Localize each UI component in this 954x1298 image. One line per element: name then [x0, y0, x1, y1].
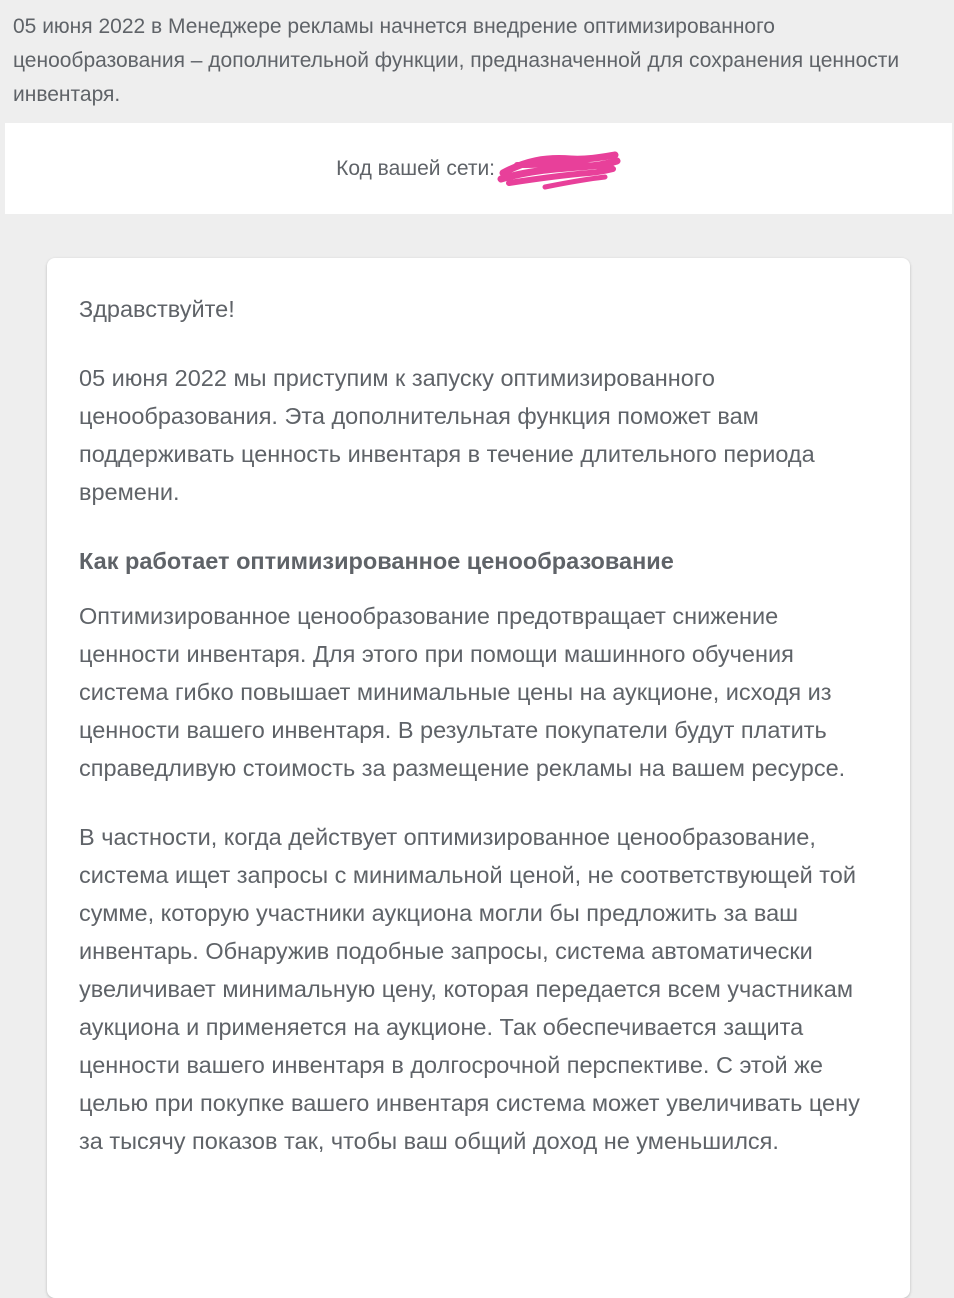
network-code-value-redacted — [501, 159, 621, 179]
body-paragraph-2: В частности, когда действует оптимизированное ценообразование, система ищет запросы с минимальной ценой, не соответствующей той сумме, которую участники аукциона могли бы предложить за ваш инвентарь. Обнаружив подобные запросы, система автоматически увеличивает минимальную цену, которая передается всем участникам аукциона и применяется на аукционе. Так обеспечивается защита ценности вашего инвентаря в долгосрочной перспективе. С этой же целью при покупке вашего инвентаря система может увеличивать цену за тысячу показов так, чтобы ваш общий доход не уменьшился. — [79, 824, 860, 1154]
network-code-line — [5, 154, 952, 184]
intro-paragraph: 05 июня 2022 мы приступим к запуску оптимизированного ценообразования. Эта дополнительная функция поможет вам поддерживать ценность инвентаря в течение длительного периода времени. — [79, 365, 815, 505]
section-heading: Как работает оптимизированное ценообразование — [79, 548, 674, 574]
message-content — [79, 290, 884, 1229]
network-code-label: Код вашей сети: — [336, 157, 496, 180]
redaction-scribble — [487, 147, 627, 191]
body-paragraph-1: Оптимизированное ценообразование предотвращает снижение ценности инвентаря. Для этого при помощи машинного обучения система гибко повышает минимальные цены на аукционе, исходя из ценности вашего инвентаря. В результате покупатели будут платить справедливую стоимость за размещение рекламы на вашем ресурсе. — [79, 603, 846, 781]
email-preheader: 05 июня 2022 в Менеджере рекламы начнется внедрение оптимизированного ценообразования – дополнительной функции, предназначенной для сохранения ценности инвентаря. — [13, 15, 900, 106]
network-code-banner — [5, 123, 952, 214]
redaction-stroke — [517, 165, 611, 168]
greeting-text: Здравствуйте! — [79, 296, 235, 322]
message-card — [47, 258, 910, 1298]
body-paragraph-3-cropped — [79, 1191, 884, 1229]
